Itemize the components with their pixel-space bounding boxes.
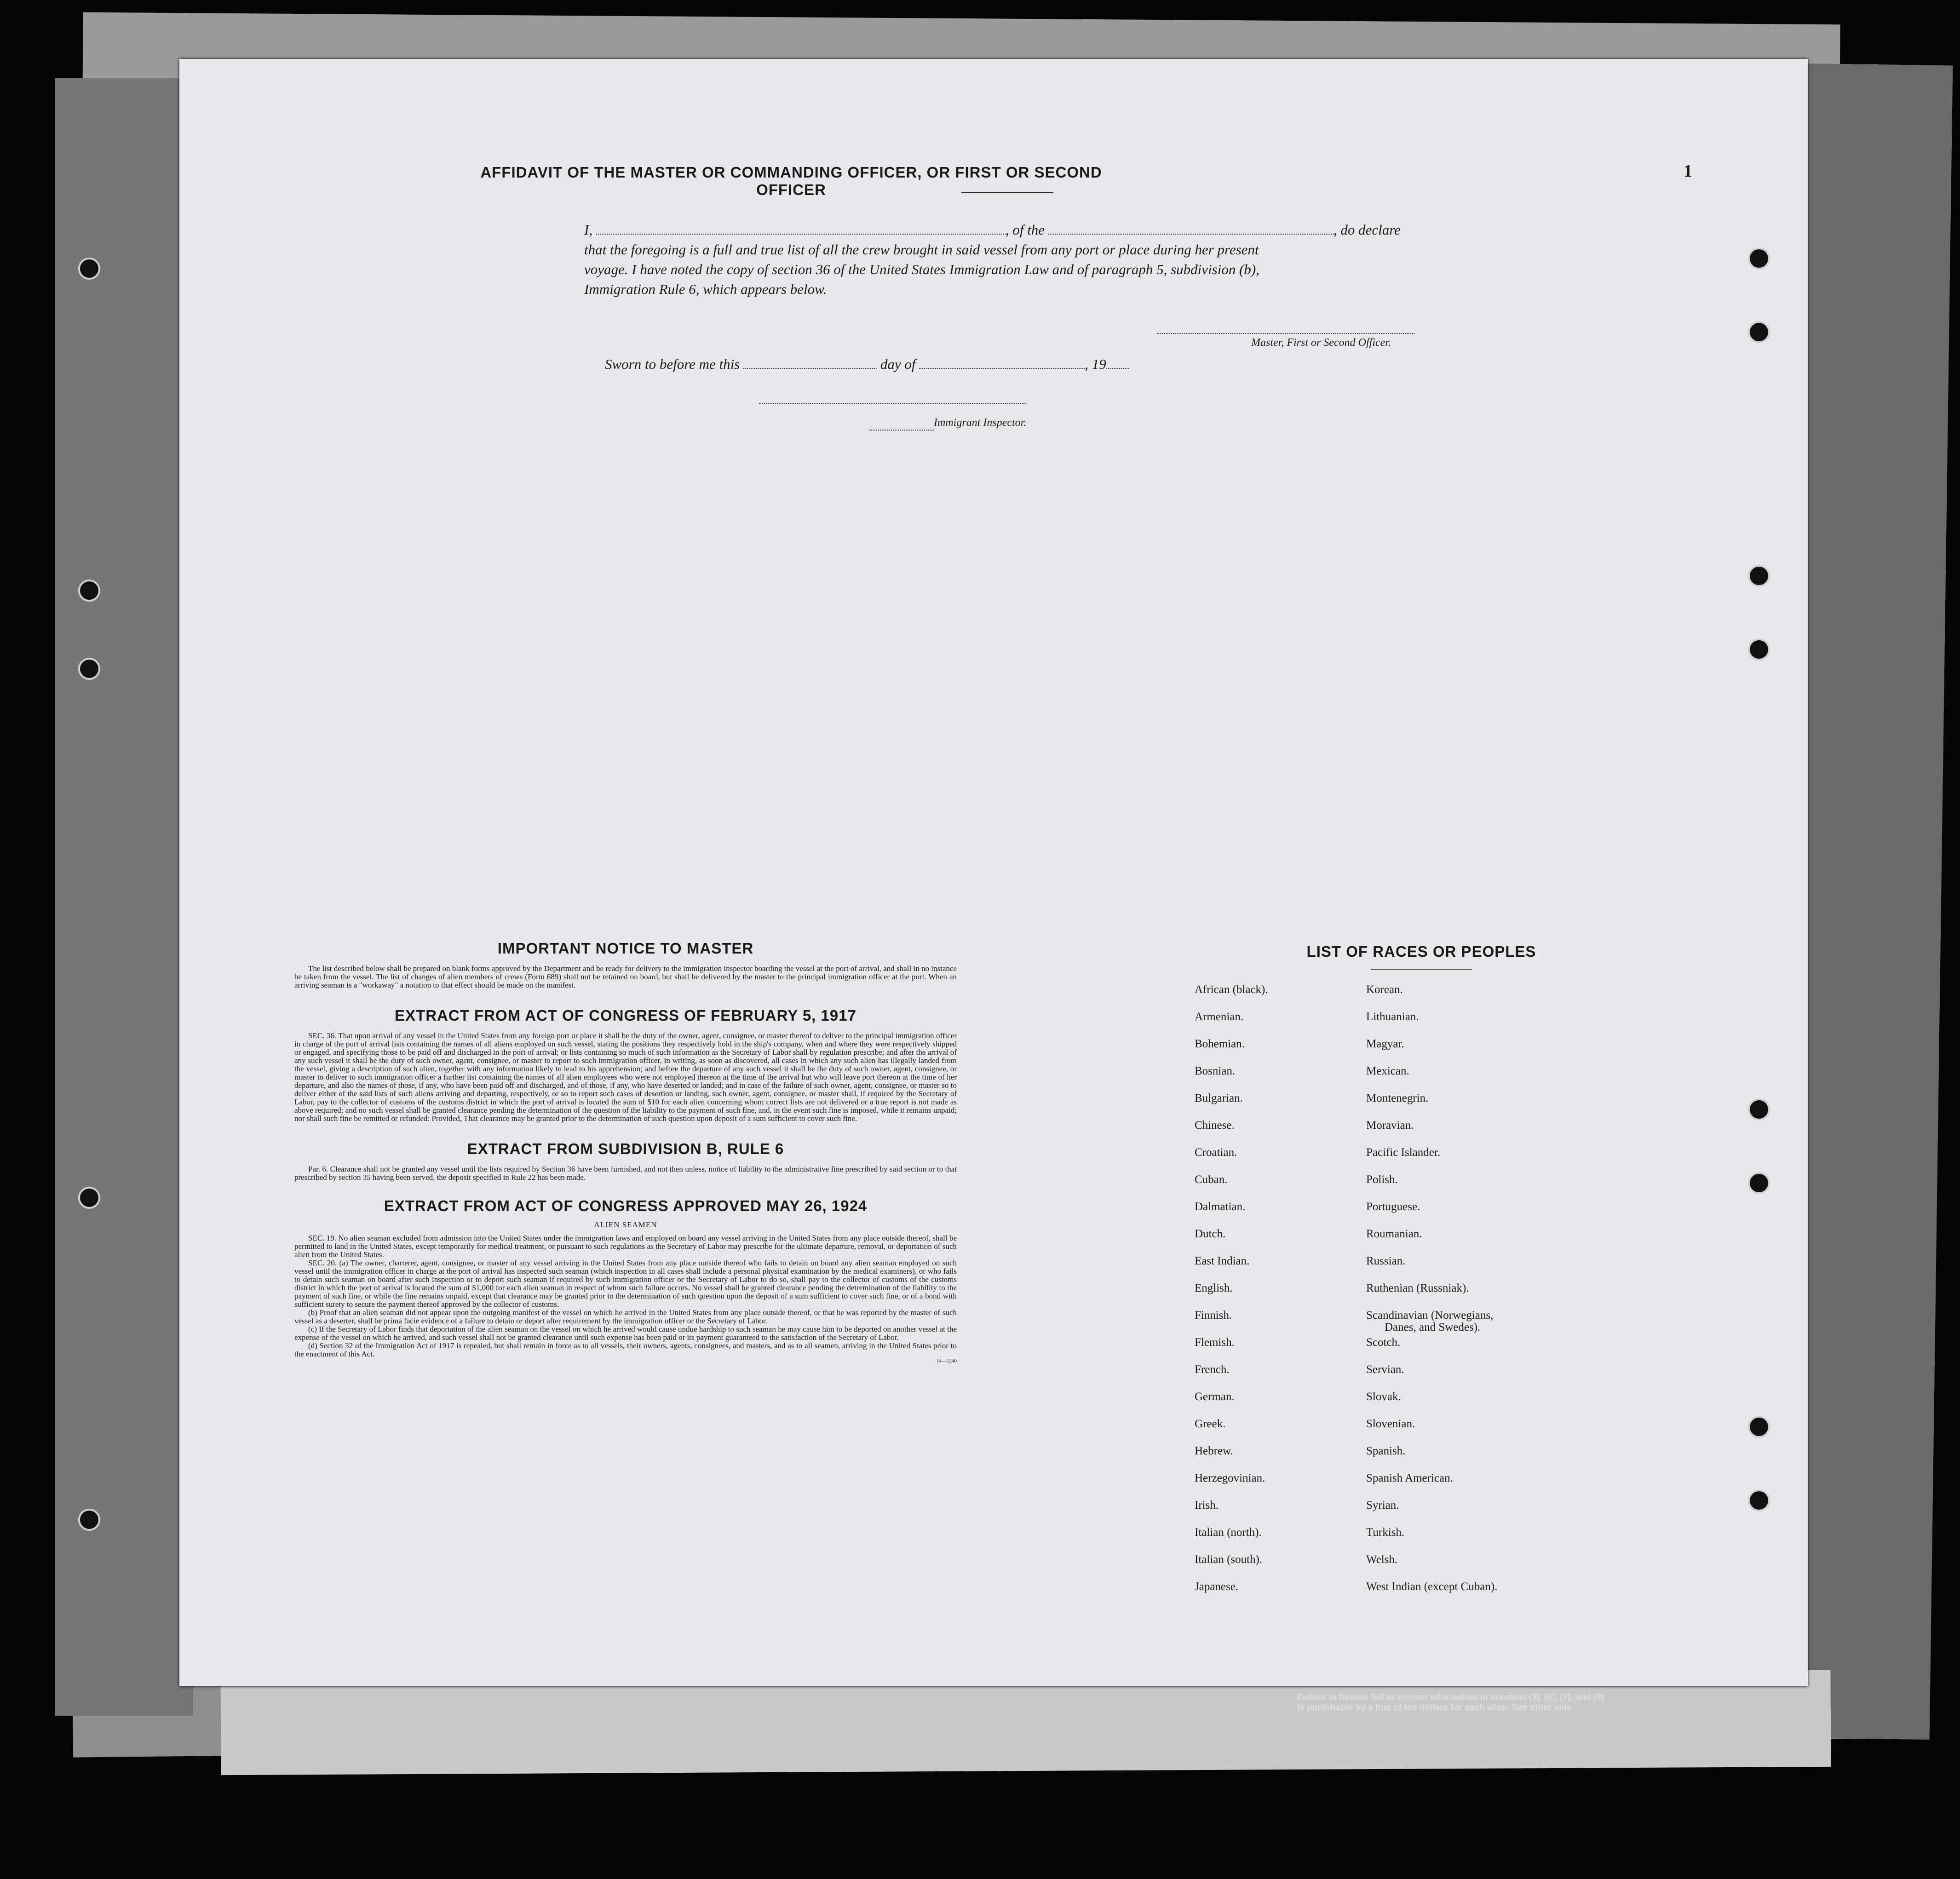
title-rule: [961, 192, 1053, 193]
races-left-column: [1195, 983, 1369, 1627]
document-page: [179, 59, 1808, 1686]
race-item-continuation: Danes, and Swedes).: [1385, 1321, 1481, 1333]
vessel-blank: [1048, 234, 1333, 235]
race-item: Spanish.: [1366, 1445, 1406, 1457]
race-item: Turkish.: [1366, 1526, 1405, 1539]
race-item: Flemish.: [1195, 1336, 1235, 1349]
race-item: Scotch.: [1366, 1336, 1401, 1349]
notices-column: [294, 940, 957, 1364]
race-item: Herzegovinian.: [1195, 1472, 1265, 1484]
extract-1924-b: (b) Proof that an alien seaman did not appear upon the outgoing manifest of the vessel on which he arrived in the United States from any place outside thereof, or that he was reported by the master of such vessel as a deserter, shall be prima facie evidence of a failure to detain or deport after requirement by the immigration officer or the Secretary of Labor.: [294, 1308, 957, 1325]
underlying-page-left: [55, 78, 193, 1716]
race-item: Croatian.: [1195, 1146, 1237, 1159]
day-of-label: day of: [880, 356, 916, 372]
race-item: Portuguese.: [1366, 1201, 1420, 1213]
punch-hole: [78, 580, 100, 602]
punch-hole: [1748, 1489, 1770, 1511]
year-label: , 19: [1085, 356, 1106, 372]
race-item: Korean.: [1366, 983, 1403, 996]
extract-1917-heading: EXTRACT FROM ACT OF CONGRESS OF FEBRUARY 5, 1917: [395, 1007, 856, 1024]
master-label: Master, First or Second Officer.: [1251, 337, 1391, 349]
footer-line-2: is punishable by a fine of ten dollars for each alien. See other side.: [1297, 1703, 1574, 1712]
extract-1924-sec20: SEC. 20. (a) The owner, charterer, agent, consignee, or master of any vessel arriving in the United States from any place outside thereof who fails to detain on board any alien seaman employed on such vessel until the immigration officer in charge at the port of arrival has inspected such seaman (which inspection in all cases shall include a personal physical examination by the medical examiners), or who fails to detain such seaman on board after such inspection or to deport such seaman if required by such immigration officer or the Secretary of Labor to do so, shall pay to the collector of customs of the customs district in which the port of arrival is located the sum of $1,000 for each alien seaman in respect of whom such failure occurs. No vessel shall be granted clearance pending the determination of the liability to the payment of such fine, or while the fine remains unpaid, except that clearance may be granted prior to the determination of such question upon the deposit of a sum sufficient to cover such fine, or of a bond with sufficient surety to secure the payment thereof approved by the collector of customs.: [294, 1258, 957, 1309]
sworn-label: Sworn to before me this: [605, 356, 740, 372]
punch-hole: [1748, 638, 1770, 661]
extract-1924-d: (d) Section 32 of the Immigration Act of 1917 is repealed, but shall remain in force as to all vessels, their owners, agents, consignees, and masters, and as to all seamen, arriving in the United States prior to the enactment of this Act.: [294, 1341, 957, 1358]
race-item: Italian (south).: [1195, 1553, 1263, 1566]
race-item: Greek.: [1195, 1418, 1226, 1430]
notice-heading: IMPORTANT NOTICE TO MASTER: [497, 940, 754, 957]
race-item: Italian (north).: [1195, 1526, 1262, 1539]
page-number: 1: [1684, 161, 1692, 181]
punch-hole: [78, 658, 100, 680]
affidavit-line-3: voyage. I have noted the copy of section 36 of the United States Immigration Law and of paragraph 5, subdivision (b),: [584, 261, 1259, 277]
race-item: Slovak.: [1366, 1391, 1401, 1403]
race-item: Magyar.: [1366, 1038, 1404, 1050]
rule6-body: Par. 6. Clearance shall not be granted any vessel until the lists required by Section 36 have been furnished, and not then unless, notice of liability to the administrative fine prescribed by said section or to that prescribed by section 35 having been served, the deposit specified in Rule 22 has been made.: [294, 1165, 957, 1182]
affidavit-line-4: Immigration Rule 6, which appears below.: [584, 281, 827, 297]
punch-hole: [1748, 565, 1770, 587]
race-item: German.: [1195, 1391, 1235, 1403]
punch-hole: [1748, 247, 1770, 270]
race-item: Welsh.: [1366, 1553, 1398, 1566]
race-item: Bosnian.: [1195, 1065, 1236, 1077]
race-item: Servian.: [1366, 1363, 1404, 1376]
master-signature-line: [1157, 333, 1414, 334]
race-item: Finnish.: [1195, 1309, 1232, 1322]
race-item: Ruthenian (Russniak).: [1366, 1282, 1469, 1294]
affidavit-title: AFFIDAVIT OF THE MASTER OR COMMANDING OFFICER, OR FIRST OR SECOND OFFICER: [480, 164, 1102, 198]
race-item: Lithuanian.: [1366, 1011, 1419, 1023]
sworn-line: [605, 356, 1129, 373]
race-item: Roumanian.: [1366, 1228, 1422, 1240]
race-item: French.: [1195, 1363, 1230, 1376]
extract-1924-c: (c) If the Secretary of Labor finds that deportation of the alien seaman on the vessel on which he arrived would cause undue hardship to such seaman he may cause him to be deported on another vessel at the expense of the vessel on which he arrived, and such vessel shall not be granted clearance until such expense has been paid or its payment guaranteed to the satisfaction of the Secretary of Labor.: [294, 1325, 957, 1342]
do-declare-label: , do declare: [1333, 222, 1401, 238]
punch-hole: [1748, 1172, 1770, 1194]
punch-hole: [78, 258, 100, 280]
race-item: Armenian.: [1195, 1011, 1244, 1023]
race-item: Russian.: [1366, 1255, 1406, 1267]
affidavit-line-2: that the foregoing is a full and true list of all the crew brought in said vessel from any port or place during her present: [584, 241, 1259, 258]
race-item: West Indian (except Cuban).: [1366, 1580, 1498, 1593]
sworn-day-blank: [743, 368, 877, 369]
race-item: Scandinavian (Norwegians,: [1366, 1309, 1494, 1322]
inspector-label: Immigrant Inspector.: [934, 417, 1027, 429]
rule6-heading: EXTRACT FROM SUBDIVISION B, RULE 6: [467, 1140, 784, 1157]
of-the-label: , of the: [1005, 222, 1045, 238]
year-blank: [1106, 368, 1129, 369]
punch-hole: [1748, 1416, 1770, 1438]
race-item: Japanese.: [1195, 1580, 1239, 1593]
race-item: Slovenian.: [1366, 1418, 1415, 1430]
punch-hole: [1748, 1098, 1770, 1121]
race-item: English.: [1195, 1282, 1233, 1294]
race-item: Moravian.: [1366, 1119, 1414, 1132]
race-item: East Indian.: [1195, 1255, 1250, 1267]
extract-1924-heading: EXTRACT FROM ACT OF CONGRESS APPROVED MAY 26, 1924: [384, 1197, 868, 1214]
notice-body: The list described below shall be prepared on blank forms approved by the Department and be ready for delivery to the immigration inspector boarding the vessel at the port of arrival, and shall in no instance be taken from the vessel. The list of changes of alien members of crews (Form 689) shall not be retained on board, but shall be delivered by the master to the principal immigration officer at the port. When an arriving seaman is a "workaway" a notation to that effect should be made on the manifest.: [294, 964, 957, 989]
race-item: Syrian.: [1366, 1499, 1399, 1511]
punch-hole: [78, 1509, 100, 1531]
inspector-dotted: [869, 430, 934, 431]
race-item: African (black).: [1195, 983, 1268, 996]
races-heading: LIST OF RACES OR PEOPLES: [1306, 943, 1536, 960]
race-item: Chinese.: [1195, 1119, 1235, 1132]
race-item: Irish.: [1195, 1499, 1219, 1511]
race-item: Hebrew.: [1195, 1445, 1233, 1457]
race-item: Dalmatian.: [1195, 1201, 1246, 1213]
form-number: 14—1240: [937, 1358, 957, 1364]
inspector-signature-line: [759, 403, 1026, 404]
punch-hole: [1748, 321, 1770, 343]
race-item: Dutch.: [1195, 1228, 1226, 1240]
race-item: Cuban.: [1195, 1173, 1228, 1186]
races-rule: [1371, 969, 1472, 970]
underlying-page-right: [1782, 63, 1953, 1740]
race-item: Bulgarian.: [1195, 1092, 1243, 1104]
race-item: Bohemian.: [1195, 1038, 1245, 1050]
races-right-column: [1366, 983, 1642, 1627]
extract-1917-body: SEC. 36. That upon arrival of any vessel in the United States from any foreign port or place it shall be the duty of the owner, agent, consignee, or master thereof to deliver to the principal immigration officer in charge of the port of arrival lists containing the names of all aliens employed on such vessel, stating the positions they respectively hold in the ship's company, when and where they were respectively shipped or engaged, and specifying those to be paid off and discharged in the port of arrival; or lists containing so much of such information as the Secretary of Labor shall by regulation prescribe; and after the arrival of any such vessel it shall be the duty of such owner, agent, consignee, or master to report to such immigration officer, in writing, as soon as discovered, all cases in which any such alien has illegally landed from the vessel, giving a description of such alien, together with any information likely to lead to his apprehension; and before the departure of any such vessel it shall be the duty of such owner, agent, consignee, or master to deliver to such immigration officer a further list containing the names of all alien employees who were not employed thereon at the time of the arrival but who will leave port thereon at the time of her departure, and also the names of those, if any, who have been paid off and discharged, and of those, if any, who have deserted or landed; and in case of the failure of such owner, agent, consignee, or master so to deliver either of the said lists of such aliens arriving and departing, respectively, or so to report such cases of desertion or landing, such owner, agent, consignee, or master shall, if required by the Secretary of Labor, pay to the collector of customs of the customs district in which the port of arrival is located the sum of $10 for each alien concerning whom correct lists are not delivered or a true report is not made as above required; and no such vessel shall be granted clearance pending the determination of the question of the liability to the payment of such fine, and, in the event such fine is imposed, while it remains unpaid; nor shall such fine be remitted or refunded: Provided, That clearance may be granted prior to the determination of such question upon deposit of a sum sufficient to cover such fine.: [294, 1031, 957, 1123]
alien-seamen-subheading: ALIEN SEAMEN: [594, 1220, 657, 1229]
footer-line-1: Failure to furnish full or correct information in columns (3), (6), (7), and (8): [1297, 1693, 1604, 1702]
affidavit-i: I,: [584, 222, 593, 238]
race-item: Mexican.: [1366, 1065, 1409, 1077]
sworn-month-blank: [919, 368, 1085, 369]
race-item: Montenegrin.: [1366, 1092, 1429, 1104]
punch-hole: [78, 1187, 100, 1209]
affidavit-line-1: [584, 220, 1642, 240]
extract-1924-sec19: SEC. 19. No alien seaman excluded from admission into the United States under the immigration laws and employed on board any vessel arriving in the United States from any place outside thereof, shall be permitted to land in the United States, except temporarily for medical treatment, or pursuant to such regulations as the Secretary of Labor may prescribe for the ultimate departure, removal, or deportation of such alien from the United States.: [294, 1234, 957, 1259]
affidavit-body: [584, 220, 1642, 299]
footer-note: [1297, 1693, 1604, 1713]
race-item: Pacific Islander.: [1366, 1146, 1441, 1159]
name-blank: [596, 234, 1006, 235]
race-item: Spanish American.: [1366, 1472, 1453, 1484]
race-item: Polish.: [1366, 1173, 1398, 1186]
